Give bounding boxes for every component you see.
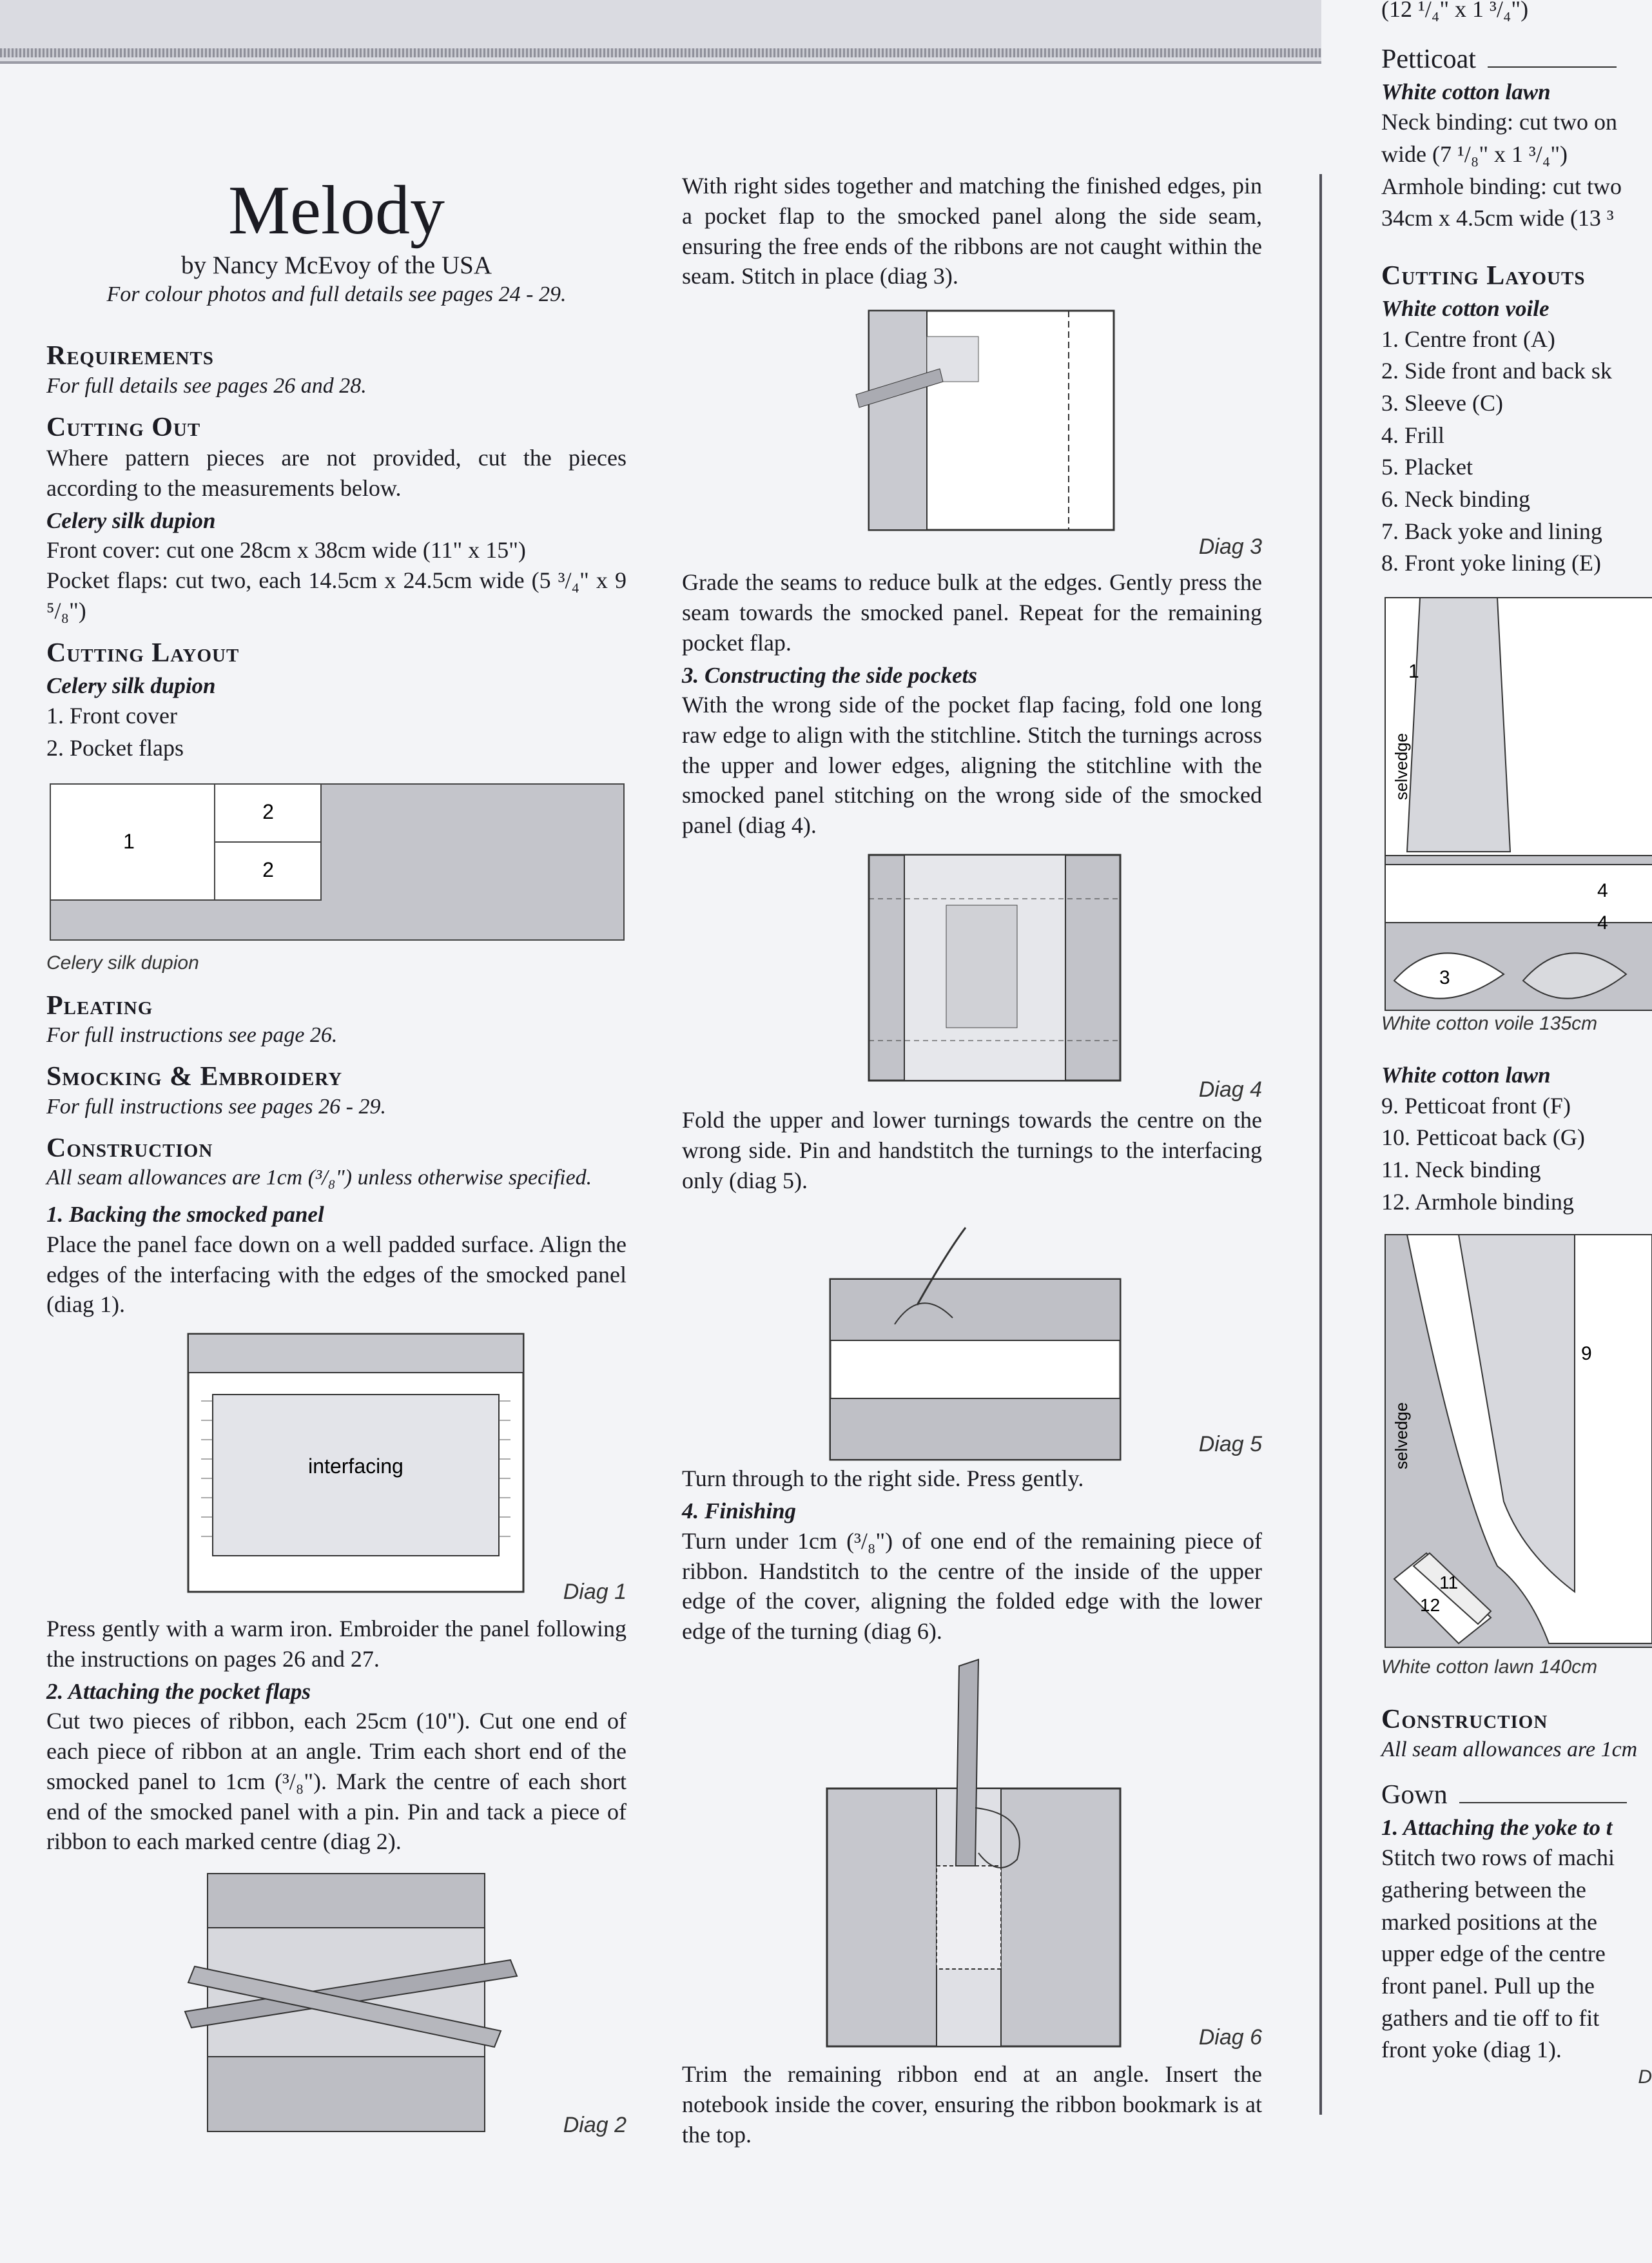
text-line: Stitch two rows of machi	[1381, 1845, 1615, 1871]
diagram-6	[682, 1653, 1262, 2053]
smocking-heading: Smocking & Embroidery	[46, 1062, 343, 1092]
cutting-layout-heading: Cutting Layout	[46, 638, 240, 668]
cutting-out-heading: Cutting Out	[46, 412, 201, 442]
diagram-1	[46, 1330, 627, 1607]
layout-label: 2	[262, 799, 274, 823]
byline: by Nancy McEvoy of the USA	[181, 251, 492, 280]
cutting-out-text: Where pattern pieces are not provided, cut the pieces according to the measurements below.	[46, 445, 627, 501]
layout-label: 4	[1597, 880, 1608, 902]
text-line: gathering between the	[1381, 1876, 1586, 1903]
layout-label: 1	[1408, 661, 1419, 683]
front-cover-measure: Front cover: cut one 28cm x 38cm wide (11" x 15")	[46, 537, 526, 563]
list-item: 10. Petticoat back (G)	[1381, 1124, 1585, 1151]
header-bar	[0, 0, 1321, 64]
column-left	[46, 174, 627, 2141]
selvedge-label: selvedge	[1392, 1402, 1411, 1470]
gown-step-heading: 1. Attaching the yoke to t	[1381, 1814, 1613, 1840]
layout-label: 2	[262, 857, 274, 881]
layout-label: 9	[1581, 1343, 1592, 1365]
cutting-layouts-heading: Cutting Layouts	[1381, 260, 1586, 291]
lawn-heading: White cotton lawn	[1381, 1063, 1551, 1088]
list-item: 5. Placket	[1381, 454, 1473, 480]
layout-label: 3	[1439, 967, 1450, 989]
diagram-4	[682, 847, 1262, 1105]
text-line: gathers and tie off to fit	[1381, 2004, 1600, 2031]
voile-caption: White cotton voile 135cm	[1381, 1013, 1598, 1035]
list-item: 9. Petticoat front (F)	[1381, 1092, 1571, 1119]
flap-pin-text: With right sides together and matching the finished edges, pin a pocket flap to the smocked panel along the side seam, ensuring the free ends of the ribbons are not caught within the seam. Stitch in place (diag 3).	[682, 173, 1262, 289]
text-line: front panel. Pull up the	[1381, 1972, 1595, 1999]
diagram-3	[682, 298, 1262, 562]
pocket-flaps-measure: Pocket flaps: cut two, each 14.5cm x 24.5cm wide (5 ³/₄" x 9 ⁵/₈")	[46, 567, 627, 623]
selvedge-label: selvedge	[1392, 732, 1411, 801]
diag-label: Diag 4	[1198, 1077, 1262, 1102]
fold-text: Fold the upper and lower turnings towards the centre on the wrong side. Pin and handstitch the turnings to the interfacing only (diag 5).	[682, 1107, 1262, 1193]
diag-label: Diag 6	[1198, 2024, 1262, 2050]
diag-label: Diag 2	[563, 2113, 627, 2138]
diag-label: Diag 5	[1198, 1432, 1262, 1457]
list-item: 12. Armhole binding	[1381, 1188, 1574, 1215]
text-line: wide (7 ¹/₈" x 1 ³/₄")	[1381, 141, 1568, 167]
diagram-5	[682, 1202, 1262, 1460]
fabric-heading: Celery silk dupion	[46, 507, 216, 533]
layout-label: 12	[1420, 1595, 1441, 1616]
construction-text-right: All seam allowances are 1cm	[1381, 1737, 1638, 1761]
list-item: 3. Sleeve (C)	[1381, 390, 1503, 416]
photo-note: For colour photos and full details see pages 24 - 29.	[106, 282, 567, 307]
petticoat-fabric: White cotton lawn	[1381, 79, 1551, 104]
list-item: 1. Front cover	[46, 703, 177, 729]
fabric-heading-2: Celery silk dupion	[46, 672, 216, 698]
step3-heading: 3. Constructing the side pockets	[682, 662, 977, 688]
measure-line: (12 ¹/₄" x 1 ³/₄")	[1381, 0, 1529, 22]
construction-heading-right: Construction	[1381, 1705, 1548, 1735]
lawn-caption: White cotton lawn 140cm	[1381, 1656, 1598, 1678]
step2-heading: 2. Attaching the pocket flaps	[46, 1678, 311, 1704]
diag-label: Diag 1	[563, 1580, 627, 1605]
text-line: front yoke (diag 1).	[1381, 2037, 1562, 2063]
layout-label: 11	[1439, 1572, 1459, 1593]
construction-heading: Construction	[46, 1133, 213, 1163]
gown-heading: Gown	[1381, 1779, 1652, 1810]
list-item: 1. Centre front (A)	[1381, 326, 1555, 352]
construction-text: All seam allowances are 1cm (³/₈") unless otherwise specified.	[46, 1166, 592, 1190]
list-item: 8. Front yoke lining (E)	[1381, 550, 1601, 576]
text-line: upper edge of the centre	[1381, 1941, 1606, 1967]
voile-layout-diagram	[1381, 594, 1652, 1013]
smocking-text: For full instructions see pages 26 - 29.	[46, 1094, 386, 1119]
step1-heading: 1. Backing the smocked panel	[46, 1202, 324, 1228]
text-line: 34cm x 4.5cm wide (13 ³	[1381, 205, 1614, 231]
diagram-2	[46, 1870, 627, 2141]
press-text: Press gently with a warm iron. Embroider the panel following the instructions on pages 26 and 27.	[46, 1616, 627, 1672]
petticoat-heading: Petticoat	[1381, 44, 1652, 75]
list-item: 6. Neck binding	[1381, 486, 1530, 513]
interfacing-label: interfacing	[308, 1455, 403, 1478]
step4-text: Turn under 1cm (³/₈") of one end of the remaining piece of ribbon. Handstitch to the centre of the inside of the upper edge of the cover, aligning the folded edge with the lower edge of the turning (diag 6).	[682, 1527, 1262, 1645]
column-middle	[682, 171, 1262, 2150]
list-item: 2. Side front and back sk	[1381, 358, 1612, 384]
step2-text: Cut two pieces of ribbon, each 25cm (10"). Cut one end of each piece of ribbon at an angle. Trim each short end of the smocked panel to 1cm (³/₈"). Mark the centre of each short end of the smocked panel with a pin. Pin and tack a piece of ribbon to each marked centre (diag 2).	[46, 1708, 627, 1855]
voile-heading: White cotton voile	[1381, 296, 1550, 322]
requirements-text: For full details see pages 26 and 28.	[46, 373, 367, 398]
lawn-layout-diagram	[1381, 1231, 1652, 1656]
column-divider	[1319, 174, 1322, 2115]
layout-label: 1	[123, 829, 135, 853]
layout-caption: Celery silk dupion	[46, 952, 199, 974]
pleating-text: For full instructions see page 26.	[46, 1023, 338, 1048]
layout-list	[46, 700, 627, 764]
layout-label: 4	[1597, 912, 1608, 934]
list-item: 4. Frill	[1381, 422, 1445, 448]
list-item: 11. Neck binding	[1381, 1156, 1541, 1182]
step1-text: Place the panel face down on a well padded surface. Align the edges of the interfacing with the edges of the smocked panel (diag 1).	[46, 1231, 627, 1318]
pleating-heading: Pleating	[46, 990, 153, 1021]
text-line: Armhole binding: cut two	[1381, 173, 1622, 199]
list-item: 2. Pocket flaps	[46, 735, 184, 761]
turn-through-text: Turn through to the right side. Press gently.	[682, 1465, 1084, 1492]
grade-text: Grade the seams to reduce bulk at the edges. Gently press the seam towards the smocked panel. Repeat for the remaining pocket flap.	[682, 569, 1262, 656]
page-title: Melody	[228, 172, 445, 249]
text-line: marked positions at the	[1381, 1908, 1597, 1935]
requirements-heading: Requirements	[46, 341, 214, 371]
step3-text: With the wrong side of the pocket flap facing, fold one long raw edge to align with the stitchline. Stitch the turnings across the upper and lower edges, aligning the stitchline with the smocked panel stitching on the wrong side of the smocked panel (diag 4).	[682, 692, 1262, 839]
text-line: Neck binding: cut two on	[1381, 109, 1617, 135]
trim-text: Trim the remaining ribbon end at an angle. Insert the notebook inside the cover, ensuring the ribbon bookmark is at the top.	[682, 2061, 1262, 2148]
cutting-layout-diagram	[46, 779, 627, 972]
diag-label: D	[1638, 2066, 1652, 2088]
list-item: 7. Back yoke and lining	[1381, 518, 1602, 544]
step4-heading: 4. Finishing	[682, 1498, 797, 1524]
column-right	[1381, 0, 1652, 2088]
diag-label: Diag 3	[1198, 534, 1262, 560]
